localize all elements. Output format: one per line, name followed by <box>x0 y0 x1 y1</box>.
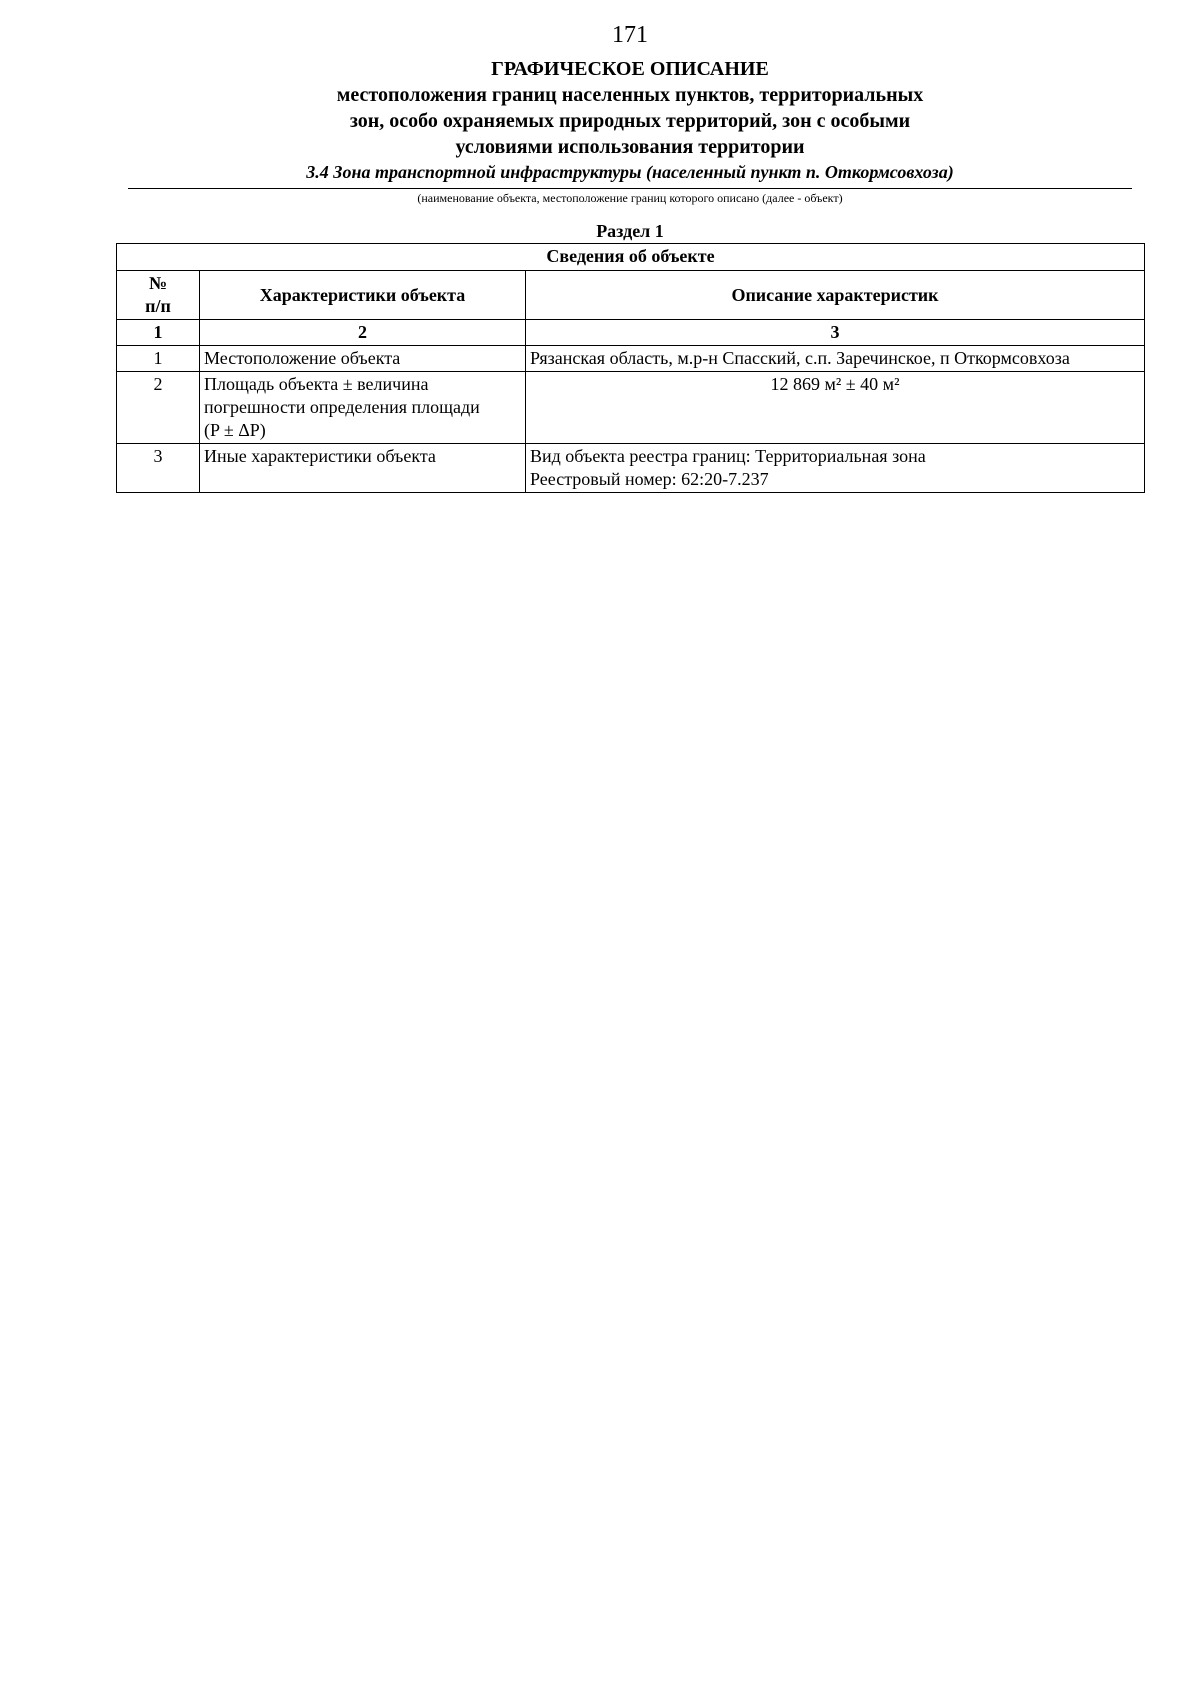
title-line-1: ГРАФИЧЕСКОЕ ОПИСАНИЕ <box>491 58 769 80</box>
underline-rule <box>128 188 1132 189</box>
title-line-4: условиями использования территории <box>455 136 805 158</box>
row-value-line-1: Вид объекта реестра границ: Территориальная зона <box>530 446 926 466</box>
row-value <box>526 444 1145 493</box>
table-row <box>117 346 1145 372</box>
column-numbers-row <box>117 320 1145 346</box>
row-characteristic <box>200 372 526 444</box>
row-characteristic-line-1: Площадь объекта ± величина <box>204 374 429 394</box>
section-label: Раздел 1 <box>596 221 664 241</box>
row-number: 2 <box>117 372 200 444</box>
title-line-2: местоположения границ населенных пунктов, территориальных <box>336 84 924 106</box>
table-caption: Сведения об объекте <box>117 244 1145 271</box>
object-name: 3.4 Зона транспортной инфраструктуры (населенный пункт п. Откормсовхоза) <box>306 162 954 182</box>
table-caption-row <box>117 244 1145 271</box>
column-number-2: 2 <box>200 320 526 346</box>
row-characteristic-line-3: (P ± ΔP) <box>204 420 266 440</box>
document-title <box>130 56 1130 160</box>
title-line-3: зон, особо охраняемых природных территорий, зон с особыми <box>349 110 911 132</box>
header-number <box>117 271 200 320</box>
row-characteristic-line-2: погрешности определения площади <box>204 397 480 417</box>
row-value: Рязанская область, м.р-н Спасский, с.п. Заречинское, п Откормсовхоза <box>526 346 1145 372</box>
row-number: 3 <box>117 444 200 493</box>
row-value: 12 869 м² ± 40 м² <box>526 372 1145 444</box>
page-number: 171 <box>612 22 648 48</box>
table-header-row <box>117 271 1145 320</box>
header-number-line-2: п/п <box>145 296 171 316</box>
column-number-1: 1 <box>117 320 200 346</box>
header-characteristics: Характеристики объекта <box>200 271 526 320</box>
table-row <box>117 372 1145 444</box>
row-characteristic: Иные характеристики объекта <box>200 444 526 493</box>
table-row <box>117 444 1145 493</box>
object-info-table <box>116 243 1145 493</box>
row-value-line-2: Реестровый номер: 62:20-7.237 <box>530 469 769 489</box>
object-name-caption: (наименование объекта, местоположение границ которого описано (далее - объект) <box>417 191 843 205</box>
row-characteristic: Местоположение объекта <box>200 346 526 372</box>
column-number-3: 3 <box>526 320 1145 346</box>
header-number-line-1: № <box>148 273 168 293</box>
header-description: Описание характеристик <box>526 271 1145 320</box>
row-number: 1 <box>117 346 200 372</box>
